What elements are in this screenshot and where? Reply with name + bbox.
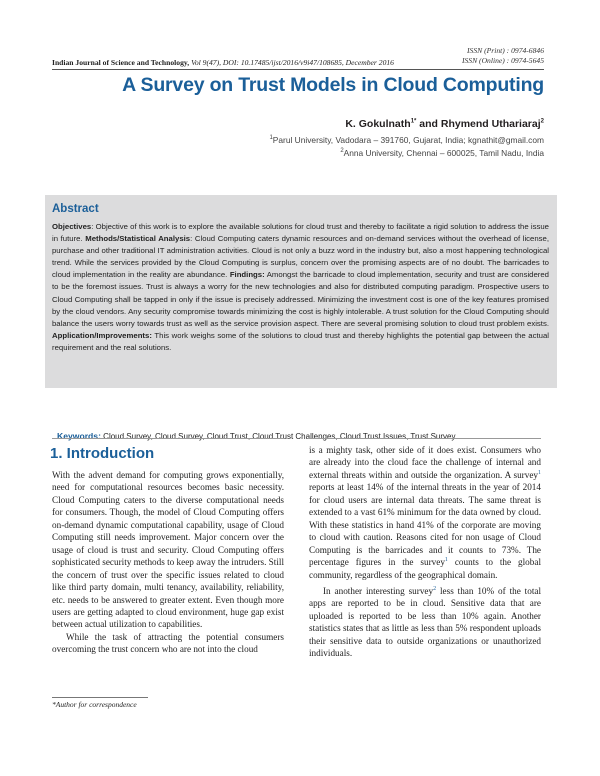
left-column xyxy=(52,469,284,656)
intro-paragraph-1: With the advent demand for computing grows exponentially, need for computational resources becomes basic necessity. Cloud Computing caters to the diverse computational needs for consumers. Though, the model of Cloud Computing offers on-demand dynamic computational capability, usage of Cloud Computing still needs improvement. Major concern over the usage of cloud is trust and security. Cloud Computing offers sophisticated security methods to keep away the intruders. Still the concern of trust over the specific issues related to cloud like third party domain, multi tenancy, availability, reliability, etc. needs to be answered to greater extent. Even though more users are getting adapted to cloud environment, huge gap exist between actual utilization to capabilities. xyxy=(52,470,284,630)
affiliation-1-text: Parul University, Vadodara – 391760, Gujarat, India; kgnathit@gmail.com xyxy=(272,135,544,145)
author-line xyxy=(345,118,544,130)
author-1: K. Gokulnath xyxy=(345,118,411,130)
journal-name: Indian Journal of Science and Technology, xyxy=(52,58,190,67)
p3-text-a: is a mighty task, other side of it does exist. Consumers who are already into the cloud face the challenge of internal and external threats within and outside the organization. A survey xyxy=(309,445,541,480)
author-2: Rhymend Uthariaraj xyxy=(440,118,541,130)
affiliation-2-text: Anna University, Chennai – 600025, Tamil Nadu, India xyxy=(343,148,544,158)
p4-text-a: In another interesting survey xyxy=(323,585,434,596)
left-column-rule xyxy=(52,438,284,439)
keywords-text: Cloud Survey, Cloud Survey, Cloud Trust, Cloud Trust Challenges, Cloud Trust Issues, Trust Survey xyxy=(100,432,456,441)
abstract-heading: Abstract xyxy=(52,203,99,215)
p3-text-b: reports at least 14% of the internal threats in the year of 2014 for cloud users are internal data threats. The same threat is extended to a vast 61% minimum for the data owned by cloud. With these statistics in hand 41% of the corporate are moving to cloud with caution. Reasons cited for non usage of Cloud Computing is the barricades and it counts to 73%. The percentage figures in the survey xyxy=(309,482,541,568)
issn-online: ISSN (Online) : 0974-5645 xyxy=(461,56,544,65)
affiliation-2-sup: 2 xyxy=(340,148,344,155)
keywords-label: Keywords: xyxy=(57,431,101,441)
citation-ref-2[interactable]: 2 xyxy=(433,585,437,592)
objectives-text: : Objective of this work is to explore the available solutions for cloud trust and thereby to facilitate a rigid solution to address the issue in future. xyxy=(52,222,549,244)
paper-title: A Survey on Trust Models in Cloud Computing xyxy=(122,74,544,96)
methods-text: : Cloud Computing caters dynamic resources and on-demand services without the overhead of license, purchase and other traditional IT administration activities. Cloud is not only a buzz word in the industry but, also a most happening technological trend. While the services provided by the Cloud Computing is surplus, concern over the promising aspects are of no doubt. The barricades to cloud implementation in the reality are abundance. xyxy=(52,234,549,280)
objectives-label: Objectives xyxy=(52,222,92,231)
footnote-rule xyxy=(52,697,148,698)
affiliation-1 xyxy=(269,135,544,145)
intro-paragraph-4 xyxy=(309,585,541,660)
author-2-sup: 2 xyxy=(540,118,544,125)
journal-meta: Vol 9(47), DOI: 10.17485/ijst/2016/v9i47/108685, December 2016 xyxy=(191,58,394,67)
methods-label: Methods/Statistical Analysis xyxy=(85,234,191,244)
journal-line xyxy=(52,58,394,67)
intro-paragraph-2: While the task of attracting the potential consumers overcoming the trust concern who are not into the cloud xyxy=(52,631,284,655)
affiliation-2 xyxy=(340,148,544,158)
footnote: *Author for correspondence xyxy=(52,700,137,709)
author-1-sup: 1* xyxy=(410,118,417,125)
right-column xyxy=(309,444,541,660)
citation-ref-1[interactable]: 1 xyxy=(538,469,541,476)
p3-text-c: counts to the global community, regardless of the geographical domain. xyxy=(309,557,541,580)
findings-text: Amongst the barricade to cloud implementation, security and trust are considered to be the foremost issues. Trust is always a worry for the new technologies and also for distributed computing paradigm. Prospective users to Cloud Computing shall be tapped in only if the issue is precisely addressed. Minimizing the investment cost is one of the key features promised by the cloud vendors. Any security compromise towards minimizing the cost is highly intolerable. A trust solution for the Cloud Computing should balance the users worry towards trust as well as the service provision aspect. There are several promising solution to cloud trust problem exists. xyxy=(52,270,549,328)
citation-ref-1b[interactable]: 1 xyxy=(444,557,448,564)
right-column-rule xyxy=(309,438,541,439)
improvements-text: This work weighs some of the solutions to cloud trust and thereby highlights the potential gap between the actual requirement and the real solutions. xyxy=(52,330,549,352)
introduction-heading: 1. Introduction xyxy=(50,445,155,462)
p4-text-b: less than 10% of the total apps are reported to be in cloud. Sensitive data that are uploaded is reported to be less than 10% again. Another statistics states that as little as less than 5% respondent uploads their sensitive data to outside organizations or unauthorized individuals. xyxy=(309,585,541,659)
abstract-body xyxy=(52,221,549,354)
issn-block xyxy=(462,46,544,66)
header-rule xyxy=(52,69,544,70)
improvements-label: Application/Improvements: xyxy=(52,330,152,340)
intro-paragraph-3 xyxy=(309,444,541,581)
affiliation-1-sup: 1 xyxy=(269,135,273,142)
keywords-line xyxy=(57,431,455,441)
findings-label: Findings: xyxy=(229,270,265,280)
issn-print: ISSN (Print) : 0974-6846 xyxy=(467,46,544,55)
author-and: and xyxy=(416,118,441,130)
